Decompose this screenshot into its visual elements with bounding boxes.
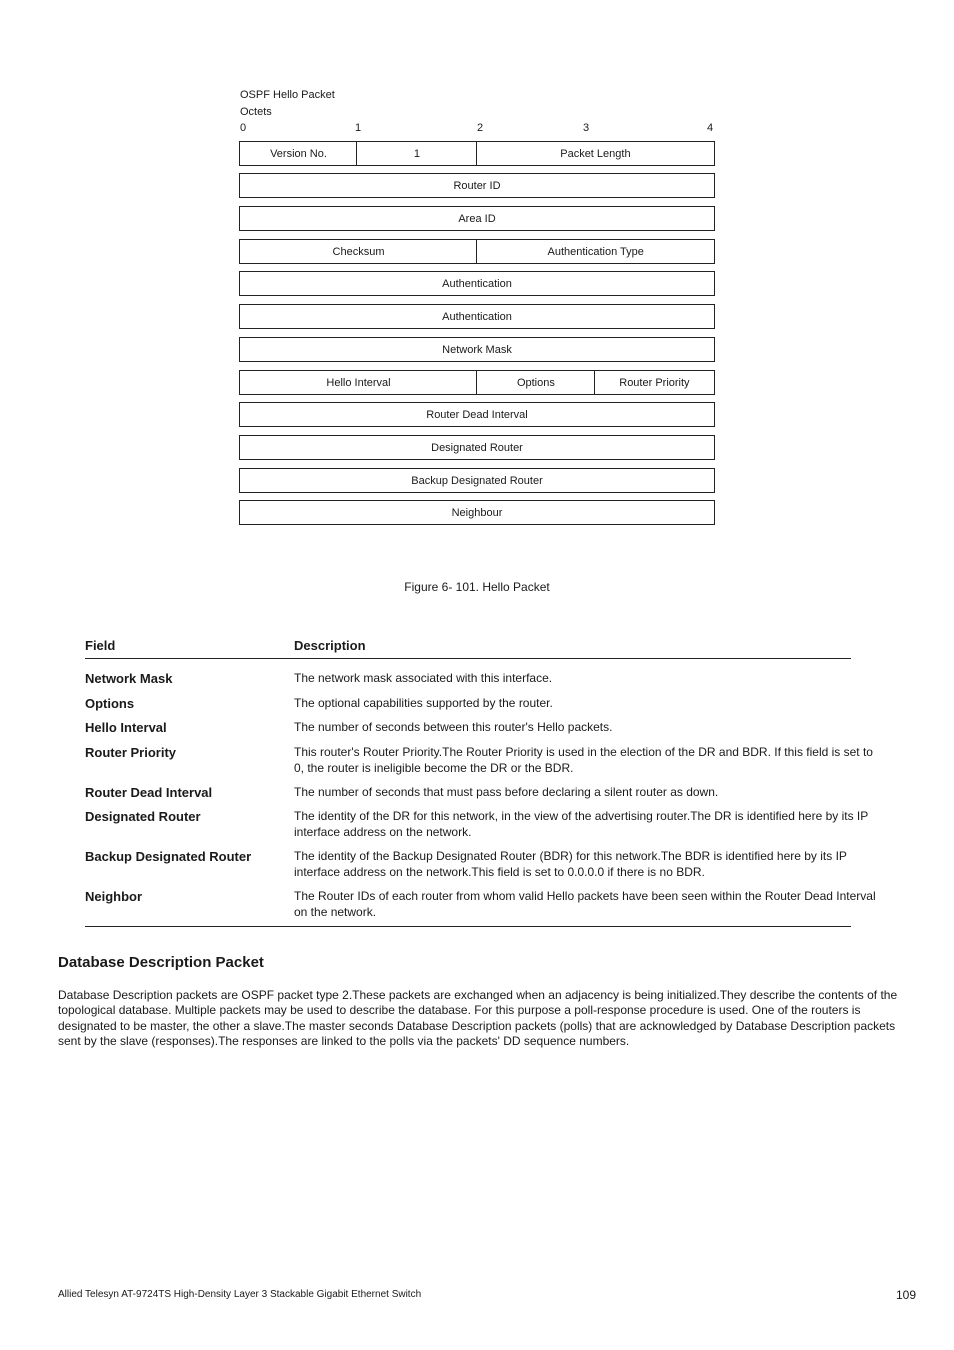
footer-product-name: Allied Telesyn AT-9724TS High-Density Layer 3 Stackable Gigabit Ethernet Switch — [58, 1289, 422, 1300]
table-row-description: The identity of the Backup Designated Router (BDR) for this network.The BDR is identified here by its IP interface address on the network.This field is set to 0.0.0.0 if there is no BDR. — [294, 849, 847, 879]
octet-tick: 1 — [355, 122, 362, 134]
table-row-description: This router's Router Priority.The Router Priority is used in the election of the DR and BDR. If this field is set to 0, the router is ineligible become the DR or the BDR. — [294, 745, 873, 775]
packet-row-version — [239, 141, 715, 166]
table-row-description: The number of seconds between this router's Hello packets. — [294, 720, 613, 734]
packet-row-network-mask — [239, 337, 715, 362]
table-row-field: Hello Interval — [85, 720, 167, 735]
field-hello-interval: Hello Interval — [239, 370, 478, 395]
field-packet-length: Packet Length — [476, 141, 715, 166]
field-version-no: Version No. — [239, 141, 358, 166]
table-row-description: The number of seconds that must pass before declaring a silent router as down. — [294, 785, 719, 799]
table-bottom-rule — [85, 926, 851, 927]
packet-row-router-dead-interval — [239, 402, 715, 427]
field-neighbour: Neighbour — [239, 500, 715, 525]
packet-row-hello-interval — [239, 370, 715, 395]
field-type: 1 — [356, 141, 477, 166]
diagram-title: OSPF Hello Packet — [240, 89, 335, 101]
field-authentication: Authentication — [239, 271, 715, 296]
table-row-description: The Router IDs of each router from whom valid Hello packets have been seen within the Router Dead Interval on the network. — [294, 889, 876, 919]
table-header-description: Description — [294, 638, 366, 653]
table-header-field: Field — [85, 638, 116, 653]
table-row-field: Designated Router — [85, 809, 201, 824]
field-router-id: Router ID — [239, 173, 715, 198]
table-row-field: Options — [85, 696, 135, 711]
table-row-field: Router Dead Interval — [85, 785, 213, 800]
field-router-dead-interval: Router Dead Interval — [239, 402, 715, 427]
octet-tick: 2 — [477, 122, 484, 134]
table-row-field: Neighbor — [85, 889, 143, 904]
octet-tick: 4 — [707, 122, 714, 134]
octet-tick: 3 — [583, 122, 590, 134]
page-number: 109 — [896, 1288, 917, 1302]
octet-tick: 0 — [240, 122, 247, 134]
field-router-priority: Router Priority — [594, 370, 715, 395]
field-backup-designated-router: Backup Designated Router — [239, 468, 715, 493]
packet-row-neighbour — [239, 500, 715, 525]
field-checksum: Checksum — [239, 239, 478, 264]
octets-label: Octets — [240, 106, 272, 118]
packet-row-area-id — [239, 206, 715, 231]
table-row-description: The optional capabilities supported by the router. — [294, 696, 553, 710]
field-authentication: Authentication — [239, 304, 715, 329]
field-options: Options — [476, 370, 595, 395]
table-row-field: Backup Designated Router — [85, 849, 252, 864]
table-row-field: Router Priority — [85, 745, 177, 760]
section-paragraph: Database Description packets are OSPF packet type 2.These packets are exchanged when an adjacency is being initialized.They describe the contents of the topological database. Multiple packets may be used to describe the database. For this purpose a poll-response procedure is used. One of the routers is designated to be master, the other a slave.The master seconds Database Description packets (polls) that are acknowledged by Database Description packets sent by the slave (responses).The responses are linked to the polls via the packets' DD sequence numbers. — [58, 988, 898, 1048]
figure-caption: Figure 6- 101. Hello Packet — [404, 580, 550, 594]
field-area-id: Area ID — [239, 206, 715, 231]
table-header-rule — [85, 658, 851, 659]
field-network-mask: Network Mask — [239, 337, 715, 362]
packet-row-checksum — [239, 239, 715, 264]
packet-row-router-id — [239, 173, 715, 198]
field-authentication-type: Authentication Type — [476, 239, 715, 264]
field-designated-router: Designated Router — [239, 435, 715, 460]
packet-row-authentication-1 — [239, 271, 715, 296]
table-row-description: The identity of the DR for this network, in the view of the advertising router.The DR is identified here by its IP interface address on the network. — [294, 809, 869, 839]
table-row-field: Network Mask — [85, 671, 173, 686]
section-heading: Database Description Packet — [58, 954, 264, 971]
packet-row-authentication-2 — [239, 304, 715, 329]
packet-row-backup-designated-router — [239, 468, 715, 493]
table-row-description: The network mask associated with this interface. — [294, 671, 553, 685]
packet-row-designated-router — [239, 435, 715, 460]
